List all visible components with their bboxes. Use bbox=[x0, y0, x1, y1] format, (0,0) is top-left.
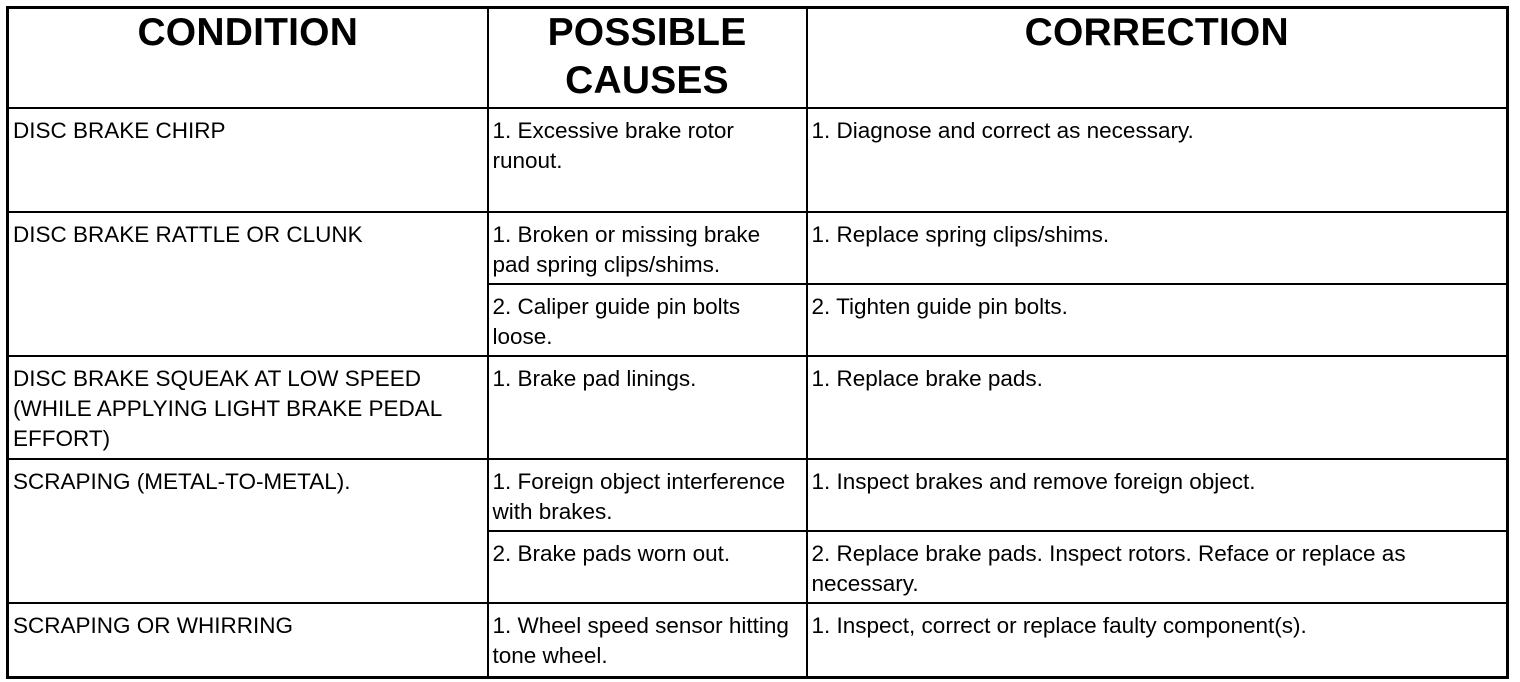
table-row bbox=[8, 212, 1508, 284]
condition-cell: SCRAPING (METAL-TO-METAL). bbox=[8, 459, 488, 603]
table-row bbox=[8, 459, 1508, 531]
cause-cell: 1. Foreign object interference with brakes. bbox=[488, 459, 807, 531]
cause-cell: 1. Excessive brake rotor runout. bbox=[488, 108, 807, 212]
table-row bbox=[8, 108, 1508, 212]
table-row bbox=[8, 603, 1508, 678]
condition-cell: DISC BRAKE RATTLE OR CLUNK bbox=[8, 212, 488, 356]
cause-cell: 1. Brake pad linings. bbox=[488, 356, 807, 459]
condition-cell: DISC BRAKE SQUEAK AT LOW SPEED (WHILE APPLYING LIGHT BRAKE PEDAL EFFORT) bbox=[8, 356, 488, 459]
cause-cell: 1. Broken or missing brake pad spring clips/shims. bbox=[488, 212, 807, 284]
table-row bbox=[8, 356, 1508, 459]
correction-cell: 1. Diagnose and correct as necessary. bbox=[807, 108, 1508, 212]
cause-cell: 2. Brake pads worn out. bbox=[488, 531, 807, 603]
header-possible-causes: POSSIBLE CAUSES bbox=[488, 8, 807, 108]
header-condition: CONDITION bbox=[8, 8, 488, 108]
header-correction: CORRECTION bbox=[807, 8, 1508, 108]
correction-cell: 1. Inspect brakes and remove foreign object. bbox=[807, 459, 1508, 531]
correction-cell: 2. Tighten guide pin bolts. bbox=[807, 284, 1508, 356]
condition-cell: DISC BRAKE CHIRP bbox=[8, 108, 488, 212]
correction-cell: 1. Replace spring clips/shims. bbox=[807, 212, 1508, 284]
correction-cell: 2. Replace brake pads. Inspect rotors. Reface or replace as necessary. bbox=[807, 531, 1508, 603]
diagnosis-table bbox=[6, 6, 1509, 679]
correction-cell: 1. Replace brake pads. bbox=[807, 356, 1508, 459]
cause-cell: 2. Caliper guide pin bolts loose. bbox=[488, 284, 807, 356]
condition-cell: SCRAPING OR WHIRRING bbox=[8, 603, 488, 678]
cause-cell: 1. Wheel speed sensor hitting tone wheel. bbox=[488, 603, 807, 678]
header-row bbox=[8, 8, 1508, 108]
correction-cell: 1. Inspect, correct or replace faulty component(s). bbox=[807, 603, 1508, 678]
